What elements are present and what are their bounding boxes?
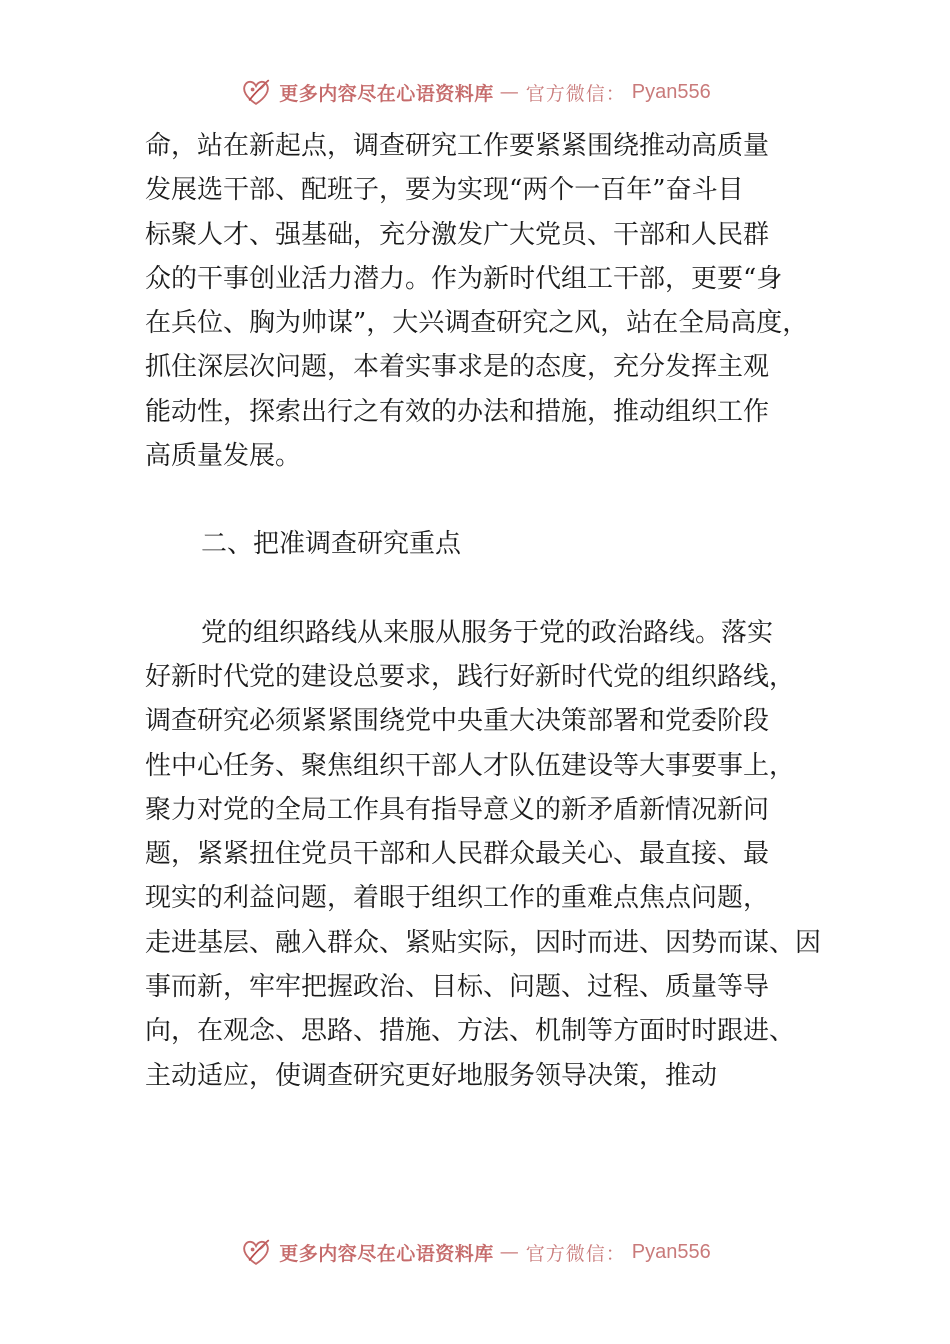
paragraph-continuation [145, 124, 825, 478]
text-line: 好新时代党的建设总要求，践行好新时代党的组织路线， [145, 661, 796, 692]
text-line: 向，在观念、思路、措施、方法、机制等方面时时跟进、 [145, 1016, 796, 1047]
header-watermark [0, 72, 950, 112]
section-heading [145, 522, 825, 566]
text-line: 发展选干部、配班子，要为实现“两个一百年”奋斗目 [145, 175, 744, 206]
text-line: 能动性，探索出行之有效的办法和措施，推动组织工作 [145, 396, 770, 427]
heading-text: 二、把准调查研究重点 [201, 529, 462, 560]
text-line: 主动适应，使调查研究更好地服务领导决策，推动 [145, 1060, 718, 1091]
watermark-dash: — [499, 1241, 520, 1263]
text-line: 调查研究必须紧紧围绕党中央重大决策部署和党委阶段 [145, 706, 770, 737]
paragraph-body [145, 611, 825, 1098]
document-body [145, 124, 825, 1098]
text-line: 在兵位、胸为帅谋”，大兴调查研究之风，站在全局高度， [145, 308, 809, 339]
text-line: 题，紧紧扭住党员干部和人民群众最关心、最直接、最 [145, 839, 770, 870]
text-line: 党的组织路线从来服从服务于党的政治路线。落实 [201, 617, 774, 648]
watermark-sub-text: 官方微信： [525, 82, 626, 105]
text-line: 众的干事创业活力潜力。作为新时代组工干部，更要“身 [145, 263, 783, 294]
watermark-dash: — [499, 81, 520, 103]
watermark-main-text: 更多内容尽在心语资料库 [279, 82, 494, 105]
text-line: 性中心任务、聚焦组织干部人才队伍建设等大事要事上， [145, 750, 796, 781]
watermark-wechat-id: Pyan556 [631, 80, 711, 103]
footer-watermark [0, 1232, 950, 1272]
watermark-wechat-id: Pyan556 [631, 1240, 711, 1263]
heart-feather-logo-icon [239, 1235, 273, 1269]
text-line: 事而新，牢牢把握政治、目标、问题、过程、质量等导 [145, 972, 770, 1003]
watermark-sub-text: 官方微信： [525, 1242, 626, 1265]
text-line: 标聚人才、强基础，充分激发广大党员、干部和人民群 [145, 219, 770, 250]
text-line: 现实的利益问题，着眼于组织工作的重难点焦点问题， [145, 883, 770, 914]
heart-feather-logo-icon [239, 75, 273, 109]
paragraph-gap [145, 478, 825, 522]
text-line: 高质量发展。 [145, 441, 302, 472]
watermark-main-text: 更多内容尽在心语资料库 [279, 1242, 494, 1265]
text-line: 命，站在新起点，调查研究工作要紧紧围绕推动高质量 [145, 131, 770, 161]
text-line: 走进基层、融入群众、紧贴实际，因时而进、因势而谋、因 [145, 927, 822, 958]
text-line: 聚力对党的全局工作具有指导意义的新矛盾新情况新问 [145, 794, 770, 825]
text-line: 抓住深层次问题，本着实事求是的态度，充分发挥主观 [145, 352, 770, 383]
paragraph-gap [145, 567, 825, 611]
